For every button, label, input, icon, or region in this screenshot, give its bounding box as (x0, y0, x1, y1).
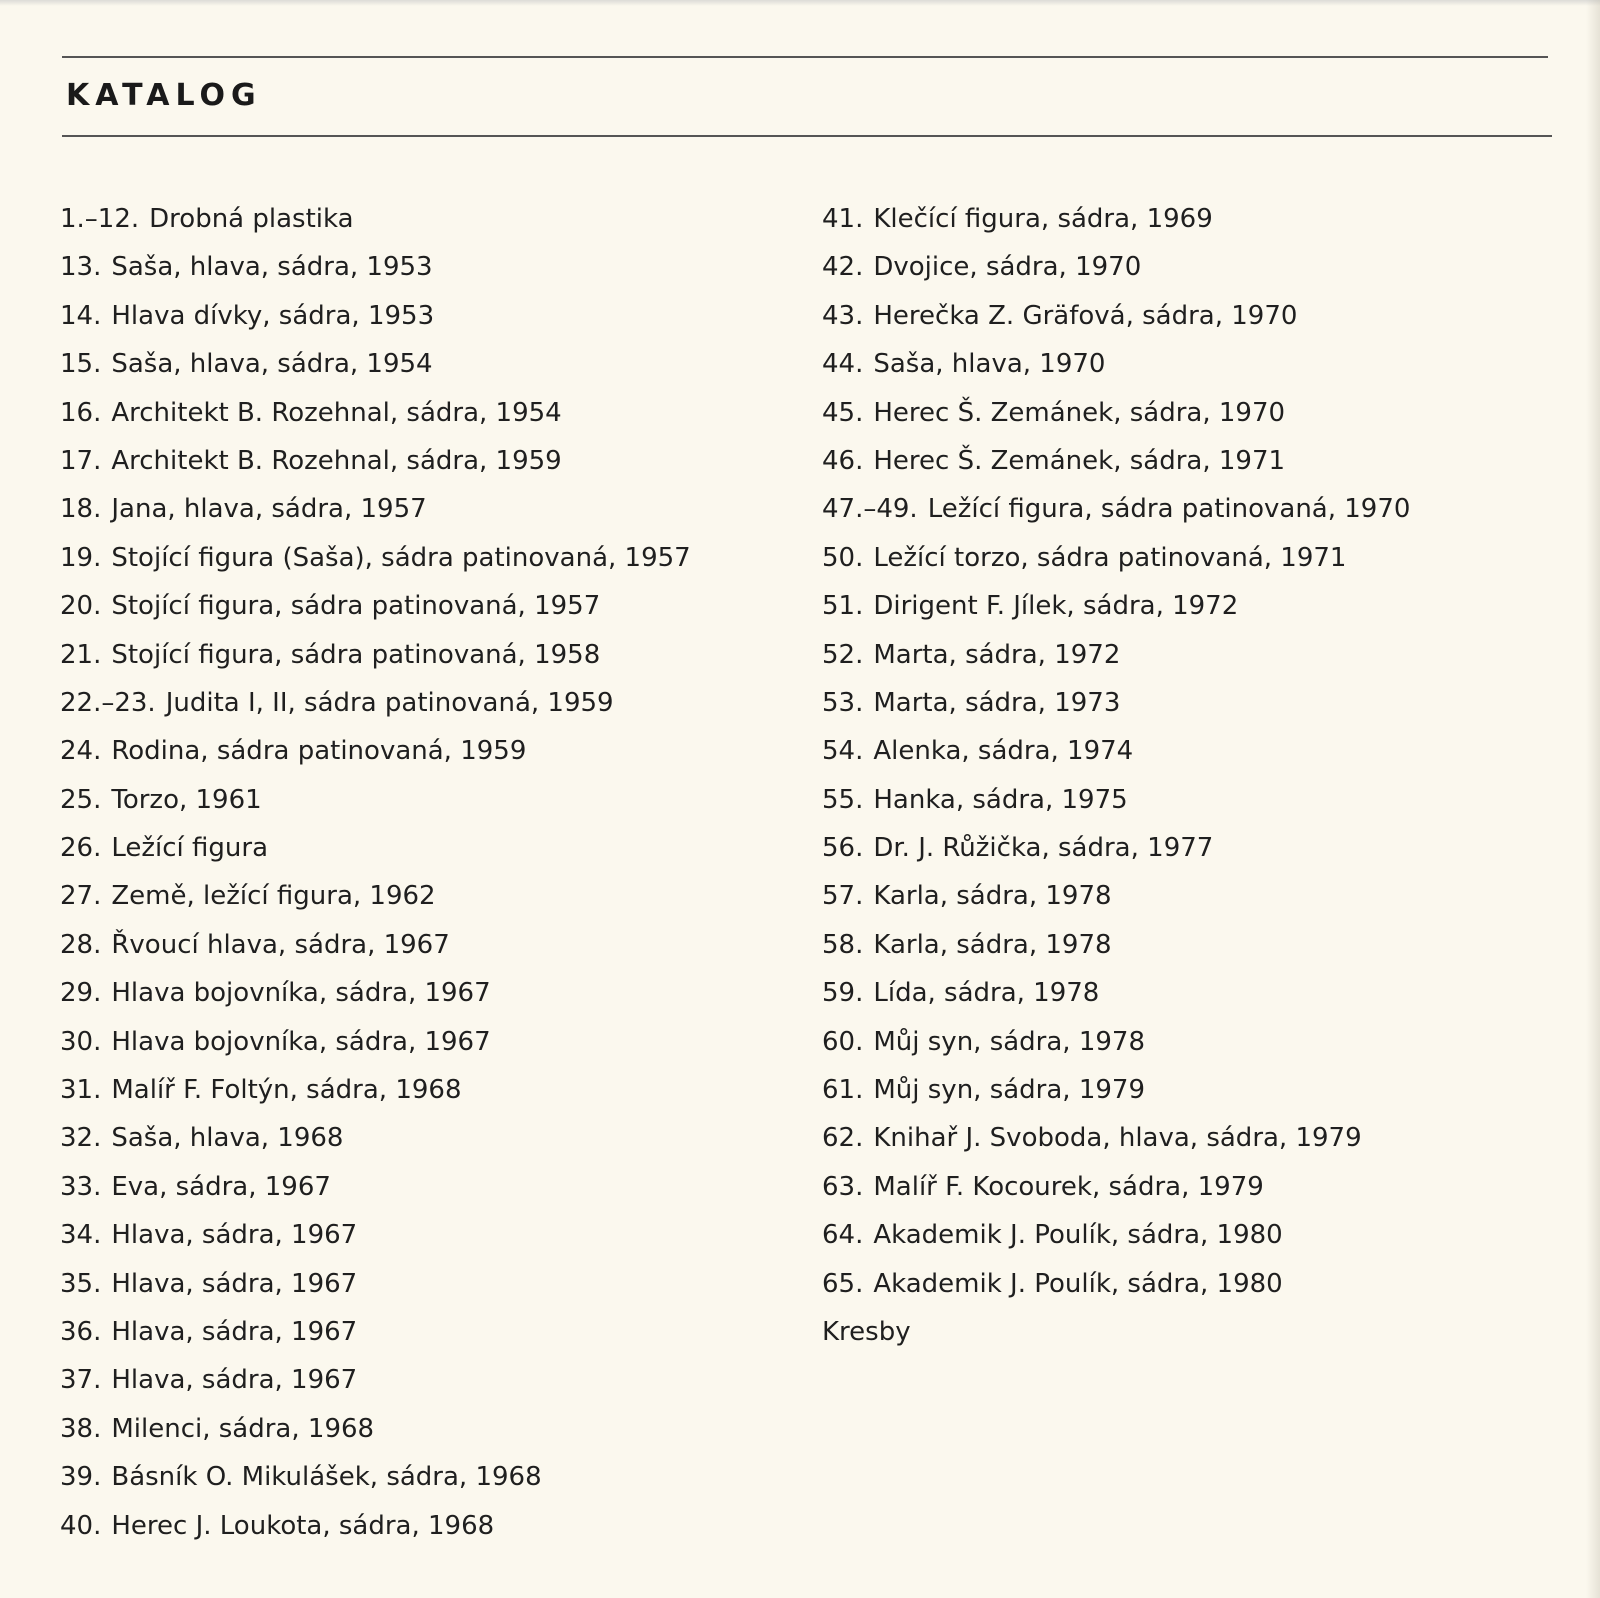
catalog-entry (822, 534, 1562, 582)
entry-title: Architekt B. Rozehnal, sádra, 1954 (111, 397, 562, 428)
entry-title: Saša, hlava, sádra, 1953 (111, 252, 433, 283)
entry-number: 42. (822, 252, 864, 283)
entry-title: Malíř F. Kocourek, sádra, 1979 (873, 1171, 1264, 1202)
entry-title: Eva, sádra, 1967 (111, 1171, 331, 1202)
catalog-entry (60, 1018, 760, 1066)
entry-number: 26. (60, 833, 102, 864)
entry-title: Klečící figura, sádra, 1969 (873, 204, 1213, 234)
catalog-entry (60, 921, 760, 969)
catalog-entry (60, 195, 760, 243)
catalog-entry (822, 1018, 1562, 1066)
entry-title: Dr. J. Růžička, sádra, 1977 (873, 833, 1214, 864)
entry-number: 19. (60, 542, 102, 573)
entry-number: 50. (822, 542, 864, 573)
catalog-entry (60, 389, 760, 437)
entry-title: Marta, sádra, 1973 (873, 687, 1121, 718)
entry-number: 15. (60, 349, 102, 380)
catalog-entry (60, 824, 760, 872)
entry-number: 31. (60, 1075, 102, 1106)
entry-title: Saša, hlava, sádra, 1954 (111, 349, 433, 380)
entry-number: 20. (60, 591, 102, 622)
top-rule (62, 56, 1548, 58)
entry-number: 52. (822, 639, 864, 670)
entry-title: Hlava, sádra, 1967 (111, 1316, 358, 1347)
entry-number: 17. (60, 445, 102, 476)
catalog-entry (60, 1114, 760, 1162)
catalog-list-right (822, 195, 1562, 1356)
entry-title: Dvojice, sádra, 1970 (873, 252, 1142, 283)
entry-title: Ležící torzo, sádra patinovaná, 1971 (873, 542, 1347, 573)
catalog-entry (822, 921, 1562, 969)
catalog-entry (822, 1211, 1562, 1259)
entry-title: Torzo, 1961 (111, 784, 262, 815)
entry-title: Rodina, sádra patinovaná, 1959 (111, 736, 527, 767)
entry-number: 25. (60, 784, 102, 815)
entry-title: Saša, hlava, 1970 (873, 349, 1106, 380)
entry-number: 47.–49. (822, 494, 918, 525)
entry-title: Hlava, sádra, 1967 (111, 1220, 358, 1251)
entry-title: Knihař J. Svoboda, hlava, sádra, 1979 (873, 1123, 1362, 1154)
entry-title: Akademik J. Poulík, sádra, 1980 (873, 1268, 1283, 1299)
catalog-entry (822, 340, 1562, 388)
catalog-entry (822, 243, 1562, 291)
catalog-entry (60, 1260, 760, 1308)
entry-number: 1.–12. (60, 204, 140, 234)
entry-number: 45. (822, 397, 864, 428)
catalog-entry (822, 1308, 1562, 1356)
entry-title: Drobná plastika (149, 204, 354, 234)
catalog-entry (60, 776, 760, 824)
entry-number: 55. (822, 784, 864, 815)
catalog-entry (60, 1453, 760, 1501)
entry-title: Stojící figura (Saša), sádra patinovaná, 1957 (111, 542, 691, 573)
entry-number: 39. (60, 1462, 102, 1493)
catalog-entry (822, 824, 1562, 872)
catalog-entry (60, 340, 760, 388)
entry-title: Hlava bojovníka, sádra, 1967 (111, 1026, 491, 1057)
entry-title: Herec J. Loukota, sádra, 1968 (111, 1510, 495, 1541)
entry-title: Lída, sádra, 1978 (873, 978, 1100, 1009)
entry-number: 46. (822, 445, 864, 476)
entry-number: 64. (822, 1220, 864, 1251)
catalog-entry (60, 1308, 760, 1356)
entry-title: Marta, sádra, 1972 (873, 639, 1121, 670)
entry-title: Hanka, sádra, 1975 (873, 784, 1128, 815)
catalog-entry (822, 1066, 1562, 1114)
entry-title: Jana, hlava, sádra, 1957 (111, 494, 427, 525)
catalog-entry (822, 679, 1562, 727)
entry-number: 18. (60, 494, 102, 525)
catalog-entry (60, 631, 760, 679)
entry-title: Milenci, sádra, 1968 (111, 1413, 375, 1444)
entry-number: 41. (822, 204, 864, 234)
entry-title: Ležící figura (111, 833, 269, 864)
entry-number: 28. (60, 929, 102, 960)
entry-title: Judita I, II, sádra patinovaná, 1959 (165, 687, 614, 718)
entry-title: Stojící figura, sádra patinovaná, 1958 (111, 639, 601, 670)
entry-title: Herec Š. Zemánek, sádra, 1970 (873, 397, 1286, 428)
entry-title: Můj syn, sádra, 1979 (873, 1075, 1146, 1106)
entry-number: 38. (60, 1413, 102, 1444)
entry-title: Malíř F. Foltýn, sádra, 1968 (111, 1075, 462, 1106)
entry-number: 59. (822, 978, 864, 1009)
entry-title: Stojící figura, sádra patinovaná, 1957 (111, 591, 601, 622)
entry-number: 29. (60, 978, 102, 1009)
entry-number: 36. (60, 1316, 102, 1347)
entry-number: 43. (822, 300, 864, 331)
entry-title: Hlava, sádra, 1967 (111, 1268, 358, 1299)
entry-number: 60. (822, 1026, 864, 1057)
catalog-entry (60, 243, 760, 291)
catalog-entry (60, 534, 760, 582)
entry-title: Hlava dívky, sádra, 1953 (111, 300, 435, 331)
catalog-entry (60, 292, 760, 340)
entry-title: Akademik J. Poulík, sádra, 1980 (873, 1220, 1283, 1251)
catalog-entry (822, 631, 1562, 679)
entry-number: 63. (822, 1171, 864, 1202)
entry-number: 34. (60, 1220, 102, 1251)
entry-number: 65. (822, 1268, 864, 1299)
entry-title: Architekt B. Rozehnal, sádra, 1959 (111, 445, 562, 476)
catalog-entry (822, 485, 1562, 533)
entry-number: 27. (60, 881, 102, 912)
catalog-entry (60, 679, 760, 727)
entry-number: 16. (60, 397, 102, 428)
entry-number: 56. (822, 833, 864, 864)
catalog-entry (60, 485, 760, 533)
entry-number: 62. (822, 1123, 864, 1154)
catalog-entry (822, 437, 1562, 485)
entry-number: 58. (822, 929, 864, 960)
entry-title: Karla, sádra, 1978 (873, 881, 1112, 912)
entry-number: 33. (60, 1171, 102, 1202)
catalog-entry (60, 969, 760, 1017)
entry-title: Řvoucí hlava, sádra, 1967 (111, 929, 450, 960)
entry-number: 35. (60, 1268, 102, 1299)
entry-number: 53. (822, 687, 864, 718)
catalog-entry (60, 1405, 760, 1453)
catalog-entry (822, 872, 1562, 920)
entry-title: Herečka Z. Gräfová, sádra, 1970 (873, 300, 1298, 331)
catalog-entry (822, 582, 1562, 630)
top-shadow (0, 0, 1600, 6)
entry-title: Básník O. Mikulášek, sádra, 1968 (111, 1462, 542, 1493)
entry-number: 30. (60, 1026, 102, 1057)
entry-number: 37. (60, 1365, 102, 1396)
entry-title: Můj syn, sádra, 1978 (873, 1026, 1146, 1057)
catalog-entry (822, 727, 1562, 775)
catalog-entry (60, 437, 760, 485)
catalog-entry (822, 1260, 1562, 1308)
entry-number: 13. (60, 252, 102, 283)
catalog-entry (60, 1356, 760, 1404)
entry-number: 54. (822, 736, 864, 767)
entry-title: Kresby (822, 1316, 911, 1347)
catalog-entry (822, 1114, 1562, 1162)
page-heading: KATALOG (66, 78, 262, 113)
entry-number: 14. (60, 300, 102, 331)
entry-number: 40. (60, 1510, 102, 1541)
catalog-list-left (60, 195, 760, 1550)
entry-number: 24. (60, 736, 102, 767)
entry-title: Dirigent F. Jílek, sádra, 1972 (873, 591, 1239, 622)
entry-number: 21. (60, 639, 102, 670)
entry-number: 32. (60, 1123, 102, 1154)
catalog-entry (60, 1163, 760, 1211)
entry-number: 57. (822, 881, 864, 912)
entry-number: 51. (822, 591, 864, 622)
catalog-entry (822, 389, 1562, 437)
catalog-entry (822, 776, 1562, 824)
catalog-entry (60, 1502, 760, 1550)
entry-number: 44. (822, 349, 864, 380)
entry-number: 61. (822, 1075, 864, 1106)
entry-title: Hlava, sádra, 1967 (111, 1365, 358, 1396)
entry-title: Saša, hlava, 1968 (111, 1123, 344, 1154)
entry-title: Ležící figura, sádra patinovaná, 1970 (927, 494, 1411, 525)
catalog-entry (60, 582, 760, 630)
catalog-entry (822, 1163, 1562, 1211)
catalog-entry (60, 1211, 760, 1259)
entry-title: Alenka, sádra, 1974 (873, 736, 1134, 767)
entry-title: Herec Š. Zemánek, sádra, 1971 (873, 445, 1286, 476)
catalog-entry (60, 872, 760, 920)
entry-number: 22.–23. (60, 687, 156, 718)
heading-rule (62, 135, 1552, 137)
page-edge-shadow (1586, 0, 1600, 1598)
catalog-entry (822, 292, 1562, 340)
catalog-entry (60, 727, 760, 775)
entry-title: Karla, sádra, 1978 (873, 929, 1112, 960)
catalog-entry (822, 195, 1562, 243)
catalog-entry (822, 969, 1562, 1017)
catalog-entry (60, 1066, 760, 1114)
entry-title: Země, ležící figura, 1962 (111, 881, 436, 912)
entry-title: Hlava bojovníka, sádra, 1967 (111, 978, 491, 1009)
